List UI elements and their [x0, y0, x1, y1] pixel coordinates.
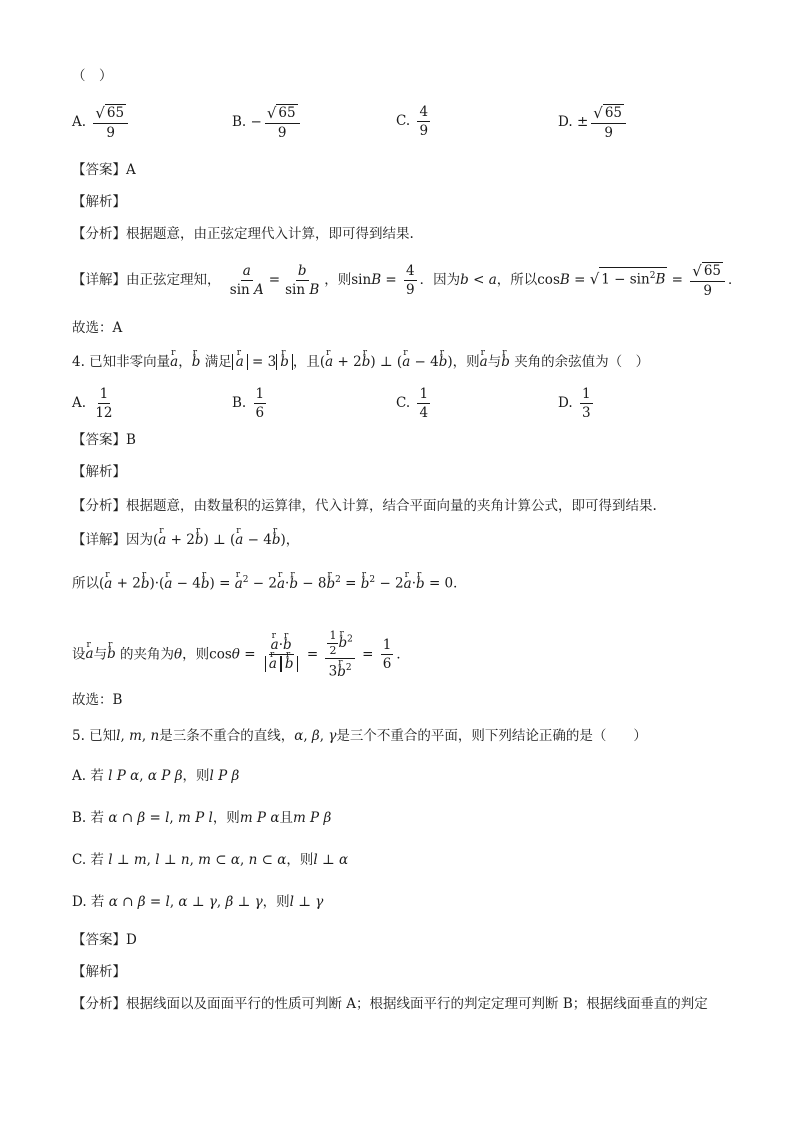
- q4-stem: 4. 已知非零向量r a，r b 满足r a = 3r b ，且(r a + 2r b) ⊥ (r a − 4r b)，则r a与r b 夹角的余弦值为（ ）: [72, 352, 649, 372]
- q4-option-b: B. $\frac{1}{6}$: [232, 386, 265, 421]
- q4-guxuan: 故选：B: [72, 692, 123, 708]
- q5-option-c: C. 若 l ⊥ m, l ⊥ n, m ⊂ α, n ⊂ α，则l ⊥ α: [72, 852, 349, 868]
- q5-option-a: A. 若 l P α, α P β，则l P β: [72, 768, 240, 784]
- q4-option-a: A. $\frac{1}{12}$: [72, 386, 113, 421]
- q4-option-c: C. $\frac{1}{4}$: [396, 386, 429, 421]
- q3-guxuan: 故选：A: [72, 320, 123, 336]
- q4-answer: 【答案】B: [72, 432, 136, 448]
- fraction: √ 65 9: [591, 104, 626, 141]
- q5-option-d: D. 若 α ∩ β = l, α ⊥ γ, β ⊥ γ，则l ⊥ γ: [72, 894, 324, 910]
- fraction: √ 65 9: [93, 104, 128, 141]
- q3-option-a: A. √ 65 9: [72, 104, 131, 141]
- q3-option-c: C. $\frac{4}{9}$: [396, 104, 429, 139]
- q5-fenxi: 【分析】根据线面以及面面平行的性质可判断 A；根据线面平行的判定定理可判断 B；根据线面垂直的判定: [72, 996, 708, 1012]
- q5-analysis-title: 【解析】: [72, 964, 126, 980]
- q4-she: 设r a与r b 的夹角为θ，则cosθ = r a·r b r ar b = $\frac{1}{2}$ r $b^2$ 3r $b^2$ = $\frac{1}{6}$ ．: [72, 630, 410, 680]
- q3-analysis-title: 【解析】: [72, 194, 126, 210]
- q3-paren: （ ）: [72, 68, 113, 84]
- q4-suoyi: 所以(r a + 2r b)·(r a − 4r b) = r $a^2 - 2r$ a·r b − 8r $b^2 = r$ $b^2 - 2r$ a·r b = 0．: [72, 570, 467, 594]
- q5-answer: 【答案】D: [72, 932, 137, 948]
- q5-option-b: B. 若 α ∩ β = l, m P l，则m P α且m P β: [72, 810, 332, 826]
- q4-fenxi: 【分析】根据题意，由数量积的运算律，代入计算，结合平面向量的夹角计算公式，即可得到结果.: [72, 498, 657, 514]
- fraction: √ 65 9: [265, 104, 300, 141]
- q4-analysis-title: 【解析】: [72, 464, 126, 480]
- q5-stem: 5. 已知l, m, n是三条不重合的直线，α, β, γ是三个不重合的平面，则下列结论正确的是（ ）: [72, 728, 647, 744]
- q3-fenxi: 【分析】根据题意，由正弦定理代入计算，即可得到结果.: [72, 226, 414, 242]
- q3-answer: 【答案】A: [72, 162, 136, 178]
- q3-option-b: B. − √ 65 9: [232, 104, 303, 141]
- fraction: $\frac{4}{9}$: [419, 104, 429, 139]
- q3-option-d: D. ± √ 65 9: [558, 104, 629, 141]
- q4-option-d: D. $\frac{1}{3}$: [558, 386, 591, 421]
- q4-detail: 【详解】因为(r a + 2r b) ⊥ (r a − 4r b)，: [72, 530, 299, 550]
- q3-detail: 【详解】由正弦定理知， $\frac{a}{\text{sin A}}$ = $\frac{b}{\text{sin B}}$ ，则sinB = $\frac{4}{9}$ ．因为b < a，所以cosB = √ $1 - \sin^2B$ = √ 65 9 ．: [72, 262, 742, 299]
